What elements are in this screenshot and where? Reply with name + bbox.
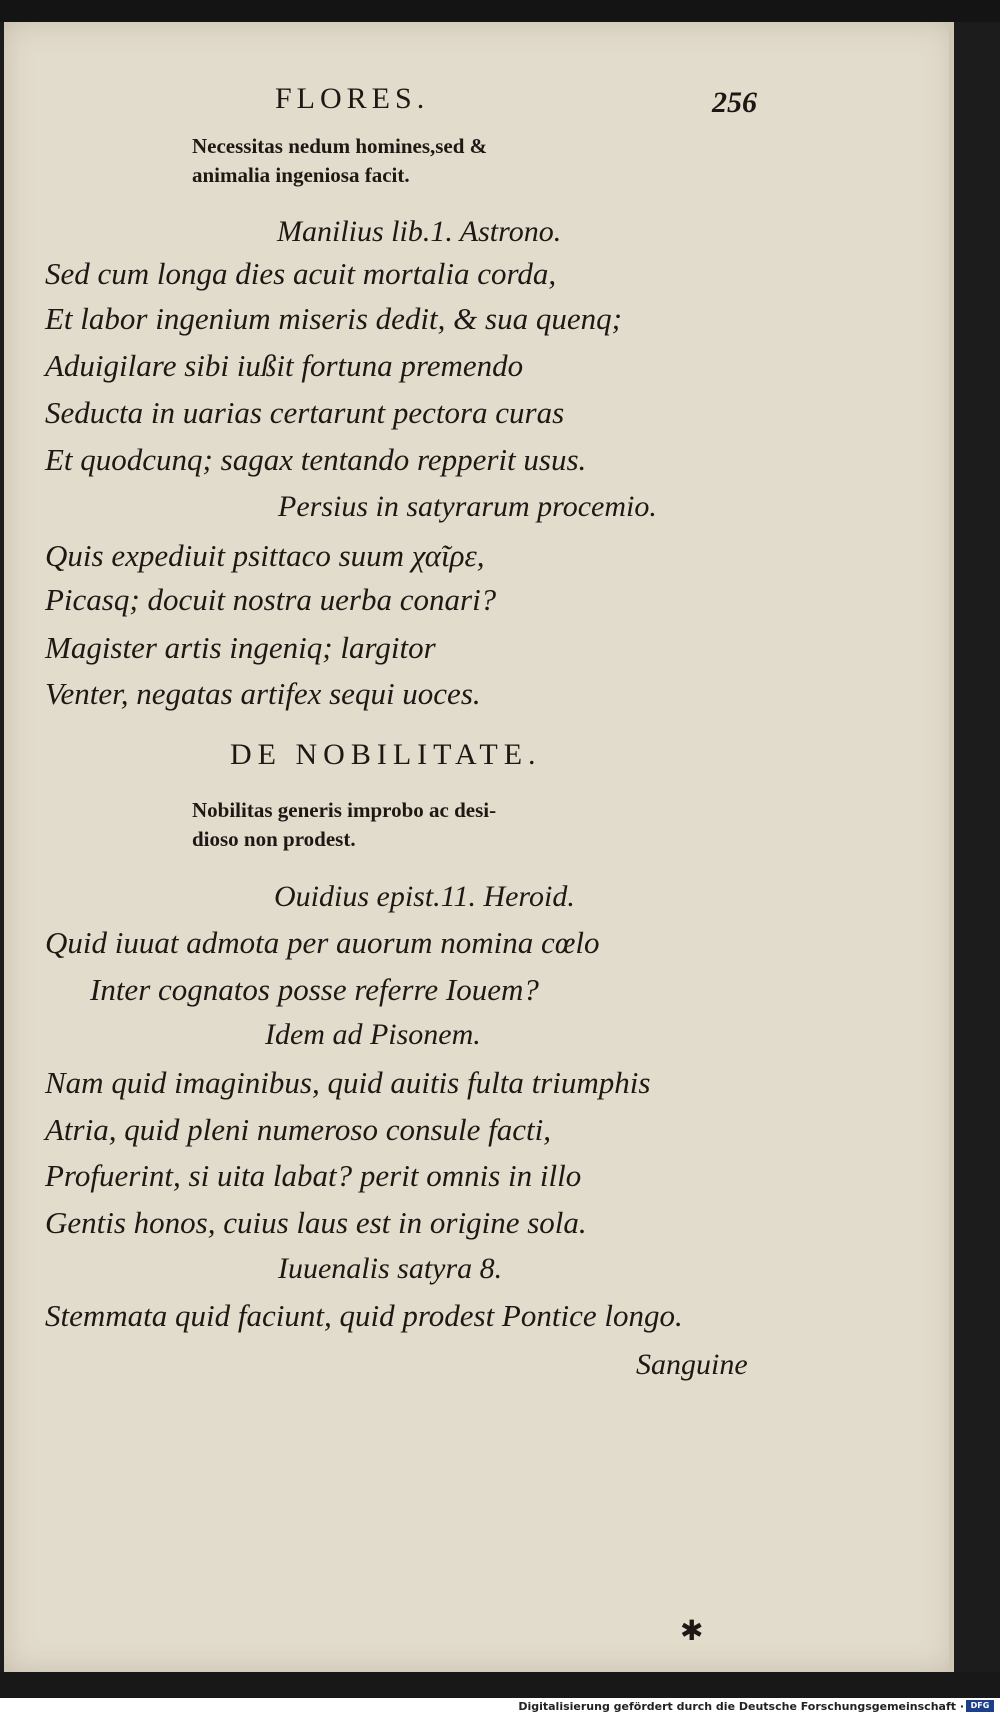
verse-line: Aduigilare sibi iußit fortuna premendo bbox=[45, 348, 524, 383]
verse-line: Quis expediuit psittaco suum χαῖρε, bbox=[45, 538, 485, 573]
summary-line: Necessitas nedum homines,sed & bbox=[192, 134, 488, 158]
verse-line: Venter, negatas artifex sequi uoces. bbox=[45, 676, 481, 711]
verse-line: Et quodcunq; sagax tentando repperit usus. bbox=[45, 442, 587, 477]
verse-line: Profuerint, si uita labat? perit omnis in illo bbox=[45, 1158, 582, 1193]
verse-line: Picasq; docuit nostra uerba conari? bbox=[45, 582, 497, 617]
verse-line: Nam quid imaginibus, quid auitis fulta triumphis bbox=[45, 1065, 651, 1100]
summary-line: animalia ingeniosa facit. bbox=[192, 163, 410, 187]
signature-mark-icon: ✱ bbox=[680, 1616, 704, 1647]
verse-line: Sed cum longa dies acuit mortalia corda, bbox=[45, 256, 557, 291]
source-citation: Persius in satyrarum procemio. bbox=[278, 490, 657, 523]
catchword: Sanguine bbox=[636, 1348, 748, 1381]
source-citation: Idem ad Pisonem. bbox=[265, 1018, 481, 1051]
scanner-frame-top bbox=[0, 0, 1000, 22]
verse-line: Magister artis ingeniq; largitor bbox=[45, 630, 436, 665]
source-citation: Ouidius epist.11. Heroid. bbox=[274, 880, 575, 913]
verse-line: Et labor ingenium miseris dedit, & sua quenq; bbox=[45, 301, 622, 336]
digitization-credit: Digitalisierung gefördert durch die Deutsche Forschungsgemeinschaft · bbox=[518, 1700, 964, 1713]
source-citation: Iuuenalis satyra 8. bbox=[278, 1252, 503, 1285]
verse-line: Quid iuuat admota per auorum nomina cœlo bbox=[45, 925, 600, 960]
verse-line: Stemmata quid faciunt, quid prodest Pontice longo. bbox=[45, 1298, 683, 1333]
verse-line: Atria, quid pleni numeroso consule facti, bbox=[45, 1112, 551, 1147]
section1-summary bbox=[192, 132, 487, 190]
summary-line: Nobilitas generis improbo ac desi- bbox=[192, 798, 497, 822]
verse-line: Inter cognatos posse referre Iouem? bbox=[90, 972, 539, 1007]
section-heading: DE NOBILITATE. bbox=[230, 738, 542, 771]
page-edge bbox=[949, 22, 954, 1672]
source-citation: Manilius lib.1. Astrono. bbox=[277, 215, 562, 248]
running-head: FLORES. bbox=[275, 82, 430, 115]
summary-line: dioso non prodest. bbox=[192, 827, 356, 851]
page-number: 256 bbox=[712, 86, 757, 119]
section2-summary bbox=[192, 796, 496, 854]
verse-line: Gentis honos, cuius laus est in origine sola. bbox=[45, 1205, 587, 1240]
verse-line: Seducta in uarias certarunt pectora curas bbox=[45, 395, 565, 430]
dfg-logo-icon: DFG bbox=[966, 1700, 994, 1712]
